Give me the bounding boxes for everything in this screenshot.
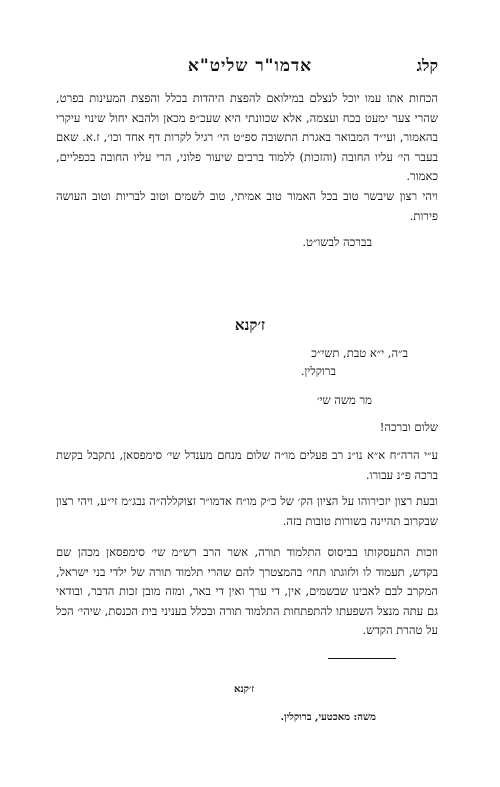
letter-paragraph-2: ובעת רצון יזכירוהו על הציון הק׳ של כ״ק מו״ח אדמו״ר זצוקללה״ה נבג״מ זי״ע, ויהי רצון שבקרוב תהיינה בשורות טובות בזה. xyxy=(56,494,438,528)
letter-date: ב״ה, י״א טבת, תשי״כ xyxy=(311,346,408,360)
letter-place: ברוקלין. xyxy=(300,364,336,378)
page-header-title: אדמו"ר שליט"א xyxy=(187,56,313,76)
previous-letter-paragraph-1: הכחות אתו עמו יוכל לנצלם במילואם להפצת היהדות בכלל והפצת המעינות בפרט, שהרי צער ימעט בכח ועצמה, אלא שכוונתי היא שעכ״פ מכאן ולהבא יחול שינוי עיקרי בהאמור, ועי״ד המבואר באגרת התשובה ספ״ט הי׳ רגיל לקרות דף אחד וכו׳, ז.א. שאם בעבר הי׳ עליו החובה (והזכות) ללמוד ברבים שיעור פלוני, הרי עליו החובה בכפליים, כאמור. xyxy=(56,91,438,183)
signature-initial: ז׳קנא xyxy=(234,684,255,695)
letter-dateline xyxy=(301,344,408,380)
letter-paragraph-1: ע״י הרה״ח א״א נו״נ רב פעלים מו״ה שלום מנחם מענדל שי׳ סימפסאן, נתקבל בקשת ברכה פ״נ עבורו. xyxy=(56,448,438,482)
letter-paragraph-3: וזכות התעסקותו בביסוס התלמוד תורה, אשר הרב רש״מ שי׳ סימפסאן מכהן שם בקדש, תעמוד לו ולזוגתו תחי׳ בהמצטרך להם שהרי תלמוד תורה של ילדי בני ישראל, המקרב לבם לאבינו שבשמים, אין, די ערך ואין די באר, ומזה מובן זכות הדבר, ובודאי גם עתה מנצל השפעתו להתפתחות התלמוד תורה ובכלל בעניני בית הכנסת, שיהי׳ הכל על טהרת הקדש. xyxy=(56,545,438,637)
previous-letter-signoff: בברכה לבשו״ט. xyxy=(302,235,372,249)
letter-greeting: שלום וברכה! xyxy=(379,420,438,434)
previous-letter-paragraph-2: ויהי רצון שיבשר טוב בכל האמור טוב אמיתי, טוב לשמים וטוב לבריות וטוב העושה פירות. xyxy=(56,189,438,223)
letter-number-heading: ז׳קנא xyxy=(234,316,266,334)
page-number: קלג xyxy=(416,56,438,75)
footnote: משה: מאכטעי, ברוקלין. xyxy=(280,712,376,723)
footnote-divider xyxy=(328,658,396,659)
letter-addressee: מר משה שי׳ xyxy=(316,393,372,407)
